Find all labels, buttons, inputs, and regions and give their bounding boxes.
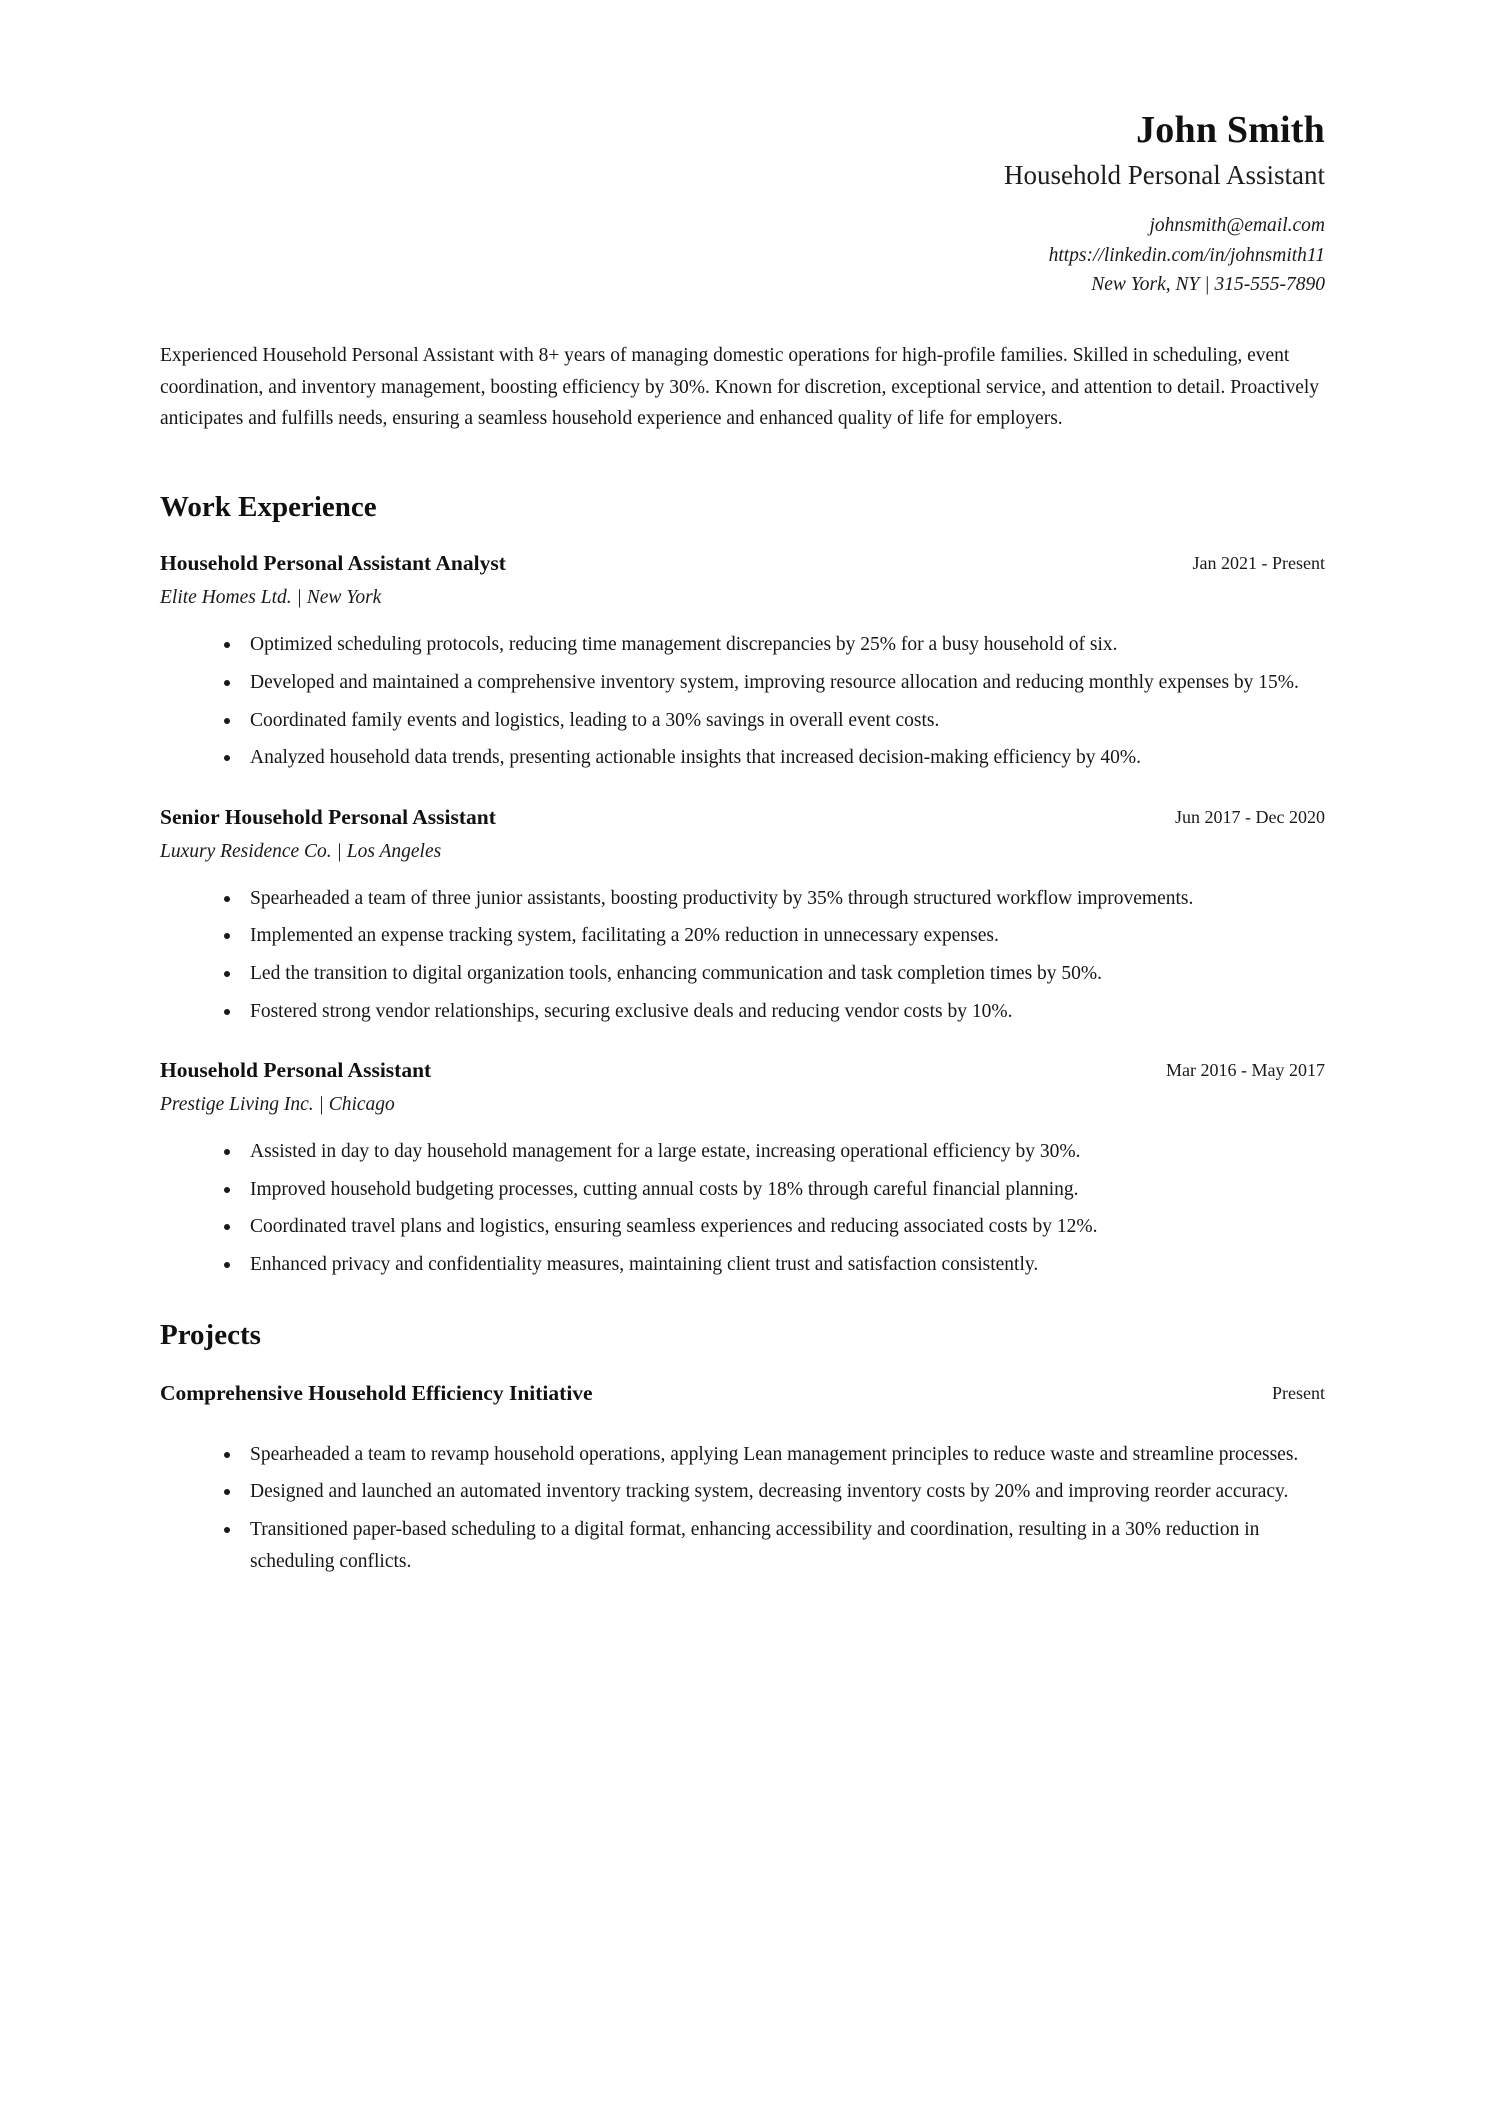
project-entry-bullets <box>160 1439 1325 1577</box>
bullet-item: Implemented an expense tracking system, facilitating a 20% reduction in unnecessary expenses. <box>222 920 1325 952</box>
bullet-item: Developed and maintained a comprehensive inventory system, improving resource allocation and reducing monthly expenses by 15%. <box>222 667 1325 699</box>
bullet-item: Fostered strong vendor relationships, securing exclusive deals and reducing vendor costs by 10%. <box>222 996 1325 1028</box>
section-title-work-experience: Work Experience <box>160 490 377 523</box>
bullet-item: Designed and launched an automated inventory tracking system, decreasing inventory costs by 20% and improving reorder accuracy. <box>222 1476 1325 1508</box>
work-entry <box>160 1057 1325 1280</box>
work-entry-header <box>160 804 1325 831</box>
work-entry-role: Household Personal Assistant <box>160 1058 432 1083</box>
work-entry <box>160 550 1325 773</box>
bullet-item: Spearheaded a team of three junior assistants, boosting productivity by 35% through structured workflow improvements. <box>222 883 1325 915</box>
work-entry-organization: Prestige Living Inc. | Chicago <box>160 1094 395 1116</box>
bullet-item: Transitioned paper-based scheduling to a digital format, enhancing accessibility and coordination, resulting in a 30% reduction in scheduling conflicts. <box>222 1514 1325 1577</box>
bullet-item: Analyzed household data trends, presenting actionable insights that increased decision-making efficiency by 40%. <box>222 742 1325 774</box>
bullet-item: Led the transition to digital organization tools, enhancing communication and task completion times by 50%. <box>222 958 1325 990</box>
bullet-item: Assisted in day to day household management for a large estate, increasing operational efficiency by 30%. <box>222 1136 1325 1168</box>
bullet-item: Coordinated travel plans and logistics, ensuring seamless experiences and reducing associated costs by 12%. <box>222 1211 1325 1243</box>
work-entry-bullets <box>160 883 1325 1027</box>
bullet-item: Coordinated family events and logistics, leading to a 30% savings in overall event costs. <box>222 705 1325 737</box>
bullet-item: Spearheaded a team to revamp household operations, applying Lean management principles to reduce waste and streamline processes. <box>222 1439 1325 1471</box>
work-entry-dates: Mar 2016 - May 2017 <box>1166 1060 1325 1081</box>
work-experience-section <box>160 491 1325 1281</box>
project-entry-dates: Present <box>1272 1382 1325 1403</box>
candidate-name: John Smith <box>1136 109 1325 151</box>
work-entry-organization: Luxury Residence Co. | Los Angeles <box>160 840 442 862</box>
work-entry-dates: Jun 2017 - Dec 2020 <box>1175 806 1325 827</box>
work-entry-header <box>160 1057 1325 1084</box>
work-entry-dates: Jan 2021 - Present <box>1192 553 1325 574</box>
professional-summary: Experienced Household Personal Assistant with 8+ years of managing domestic operations for high-profile families. Skilled in scheduling, event coordination, and inventory management, boosting efficiency by 30%. Known for discretion, exceptional service, and attention to detail. Proactively anticipates and fulfills needs, ensuring a seamless household experience and enhanced quality of life for employers. <box>160 345 1320 430</box>
bullet-item: Enhanced privacy and confidentiality measures, maintaining client trust and satisfaction consistently. <box>222 1249 1325 1281</box>
project-entry <box>160 1380 1325 1577</box>
resume-header <box>160 108 1325 300</box>
contact-email[interactable]: johnsmith@email.com <box>1149 215 1325 237</box>
section-title-projects: Projects <box>160 1318 261 1351</box>
work-entry-bullets <box>160 629 1325 773</box>
project-entry-header <box>160 1380 1325 1407</box>
work-entry-role: Senior Household Personal Assistant <box>160 804 496 829</box>
work-entry-bullets <box>160 1136 1325 1280</box>
work-entry-header <box>160 550 1325 577</box>
projects-section <box>160 1319 1325 1578</box>
work-entry-organization: Elite Homes Ltd. | New York <box>160 587 382 609</box>
contact-linkedin[interactable]: https://linkedin.com/in/johnsmith11 <box>1048 244 1325 266</box>
bullet-item: Optimized scheduling protocols, reducing time management discrepancies by 25% for a busy household of six. <box>222 629 1325 661</box>
work-entry <box>160 804 1325 1027</box>
bullet-item: Improved household budgeting processes, cutting annual costs by 18% through careful financial planning. <box>222 1174 1325 1206</box>
work-entry-role: Household Personal Assistant Analyst <box>160 551 506 576</box>
contact-location-phone: New York, NY | 315-555-7890 <box>1091 274 1325 296</box>
candidate-job-title: Household Personal Assistant <box>1004 159 1325 190</box>
project-entry-name: Comprehensive Household Efficiency Initiative <box>160 1380 593 1405</box>
